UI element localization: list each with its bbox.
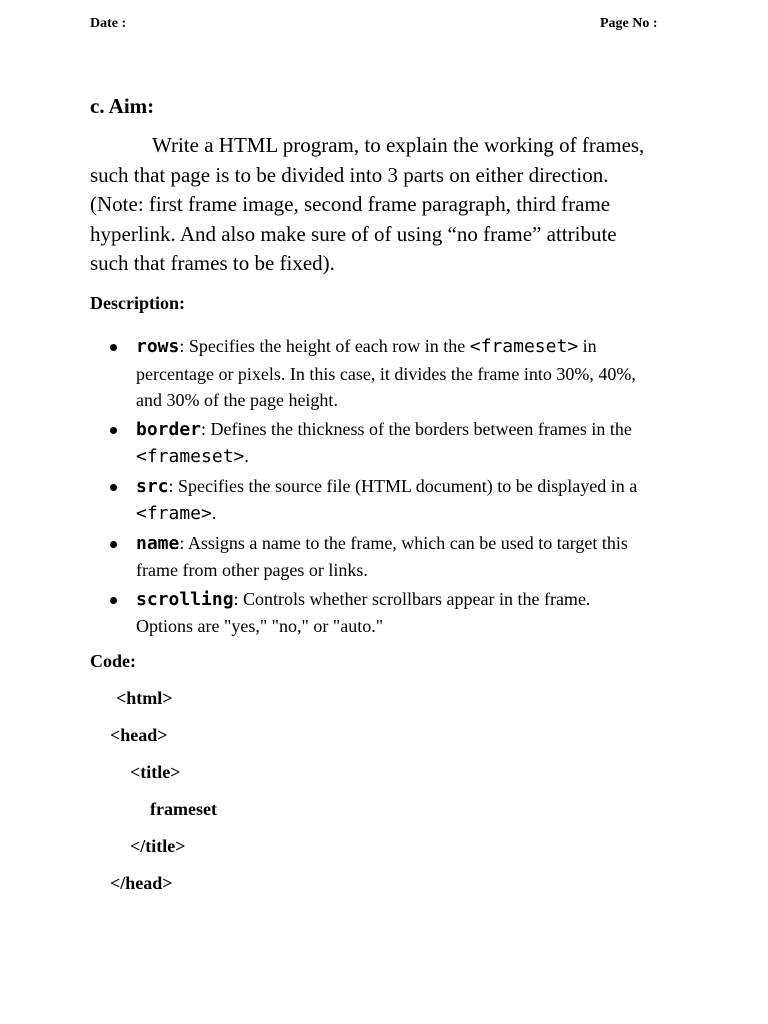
attribute-text: . xyxy=(244,446,249,466)
attribute-text: : Specifies the height of each row in the xyxy=(179,336,470,356)
attribute-text: : Controls whether scrollbars appear in the frame. Options are "yes," "no," or "auto." xyxy=(136,588,591,636)
list-item xyxy=(104,586,649,640)
list-item xyxy=(104,333,649,414)
attribute-term: scrolling xyxy=(136,588,234,610)
attribute-text: : Defines the thickness of the borders between frames in the xyxy=(201,418,632,439)
code-inline: <frame> xyxy=(136,503,212,524)
code-line: <html> xyxy=(116,688,173,708)
date-label: Date : xyxy=(90,16,127,31)
code-line: <title> xyxy=(130,762,181,782)
page-number-label: Page No : xyxy=(600,16,658,31)
bullet-icon xyxy=(110,484,117,491)
aim-heading: c. Aim: xyxy=(90,94,155,118)
attribute-term: border xyxy=(136,418,202,440)
code-line: frameset xyxy=(150,799,217,819)
attribute-list xyxy=(104,333,649,642)
code-inline: <frameset> xyxy=(136,446,245,467)
bullet-icon xyxy=(110,427,117,434)
attribute-text: in percentage or pixels. In this case, it divides the frame into 30%, 40%, and 30% of the page height. xyxy=(136,336,636,410)
description-heading: Description: xyxy=(90,293,185,313)
list-item xyxy=(104,530,649,584)
code-heading: Code: xyxy=(90,651,136,671)
attribute-text: : Specifies the source file (HTML document) to be displayed in a xyxy=(168,475,638,496)
bullet-icon xyxy=(110,541,117,548)
attribute-term: name xyxy=(136,532,180,554)
code-line: <head> xyxy=(110,725,168,745)
bullet-icon xyxy=(110,597,117,604)
list-item xyxy=(104,416,649,471)
attribute-term: src xyxy=(136,475,169,497)
code-inline: <frameset> xyxy=(469,336,579,357)
code-line: </title> xyxy=(130,836,186,856)
list-item xyxy=(104,473,649,528)
attribute-text: . xyxy=(211,503,217,523)
attribute-term: rows xyxy=(136,336,180,357)
attribute-text: : Assigns a name to the frame, which can be used to target this frame from other pages or links. xyxy=(136,532,628,580)
aim-paragraph: Write a HTML program, to explain the working of frames, such that page is to be divided into 3 parts on either direction. (Note: first frame image, second frame paragraph, third frame hyperlink. And also make sure of of using “no frame” attribute such that frames to be fixed). xyxy=(90,133,645,276)
bullet-icon xyxy=(110,344,117,351)
code-line: </head> xyxy=(110,873,173,893)
